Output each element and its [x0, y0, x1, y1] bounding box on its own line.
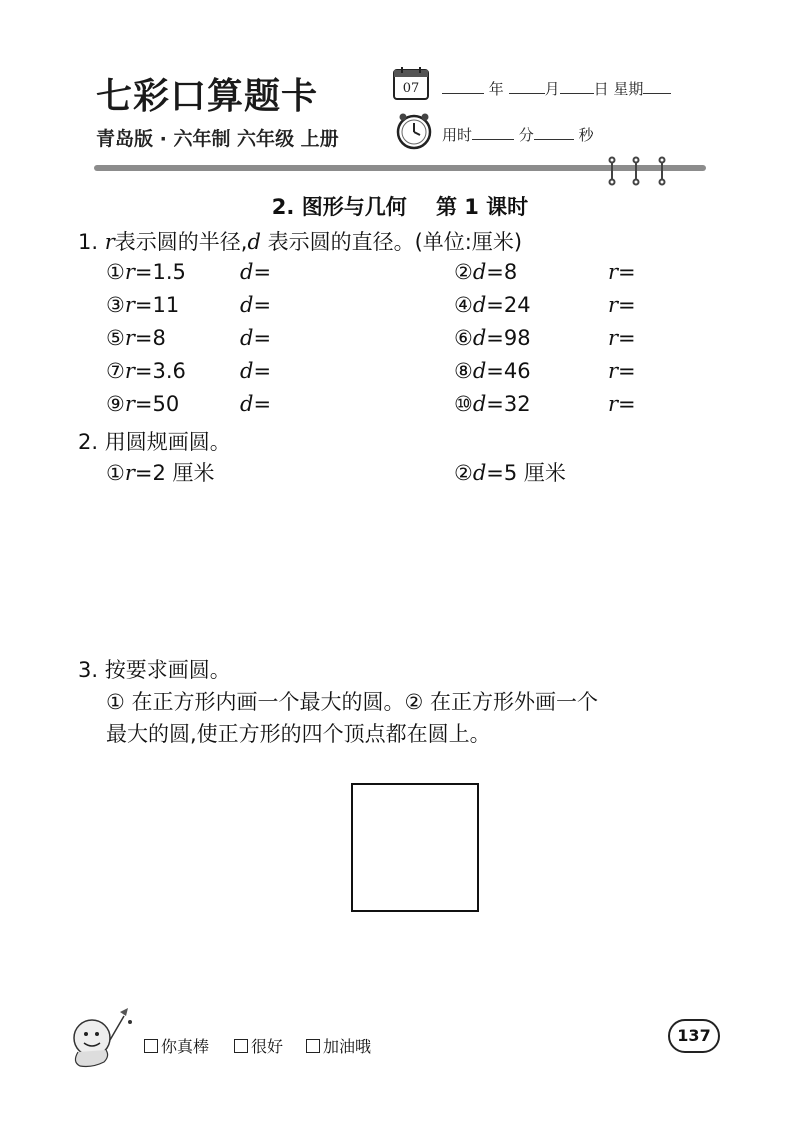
checkbox-icon: [234, 1039, 248, 1053]
question-text-a: 表示圆的半径,: [114, 230, 248, 254]
q1-answer-left-2[interactable]: [240, 293, 271, 317]
question-number: 1.: [78, 230, 99, 254]
week-label: 星期: [613, 80, 644, 98]
q1-item-right-4[interactable]: [454, 359, 531, 383]
q2-item-1[interactable]: [106, 457, 215, 487]
q1-item-left-4[interactable]: [106, 359, 186, 383]
q1-answer-left-5[interactable]: [240, 392, 271, 416]
item-number: ⑧: [454, 359, 473, 383]
ask-var: r: [608, 260, 619, 284]
ask-var: d: [240, 260, 254, 284]
var-r: r: [104, 230, 115, 254]
q3-instruction-line-2: 最大的圆,使正方形的四个顶点都在圆上。: [106, 722, 491, 746]
checkbox-icon: [144, 1039, 158, 1053]
var-d: d: [247, 230, 261, 254]
month-label: 月: [544, 80, 560, 98]
given-value: =5 厘米: [486, 461, 566, 485]
given-value: =50: [134, 392, 180, 416]
item-number: ②: [454, 461, 473, 485]
ask-eq: =: [253, 293, 272, 317]
given-var: r: [124, 293, 135, 317]
time-line: [442, 124, 594, 145]
ask-eq: =: [618, 359, 636, 383]
question-text: 按要求画圆。: [104, 658, 231, 682]
question-3: [78, 654, 231, 684]
given-value: =2 厘米: [134, 461, 215, 485]
rating-option-1[interactable]: [144, 1034, 209, 1057]
given-var: d: [472, 392, 487, 416]
binder-pins-icon: [604, 156, 674, 186]
q1-item-left-1[interactable]: [106, 260, 186, 284]
year-blank[interactable]: [442, 79, 484, 94]
item-number: ⑤: [106, 326, 125, 350]
given-var: r: [124, 359, 135, 383]
question-text-b: 表示圆的直径。(单位:厘米): [267, 230, 523, 254]
ask-eq: =: [618, 260, 636, 284]
given-var: r: [124, 461, 135, 485]
given-value: =8: [486, 260, 518, 284]
brand-title: 七彩口算题卡: [96, 76, 319, 117]
item-number: ③: [106, 293, 125, 317]
item-number: ⑨: [106, 392, 125, 416]
q1-item-right-5[interactable]: [454, 392, 531, 416]
day-label: 日: [593, 80, 609, 98]
question-number: 2.: [78, 430, 99, 454]
given-value: =1.5: [134, 260, 186, 284]
ask-eq: =: [253, 392, 272, 416]
q1-item-right-3[interactable]: [454, 326, 531, 350]
ask-eq: =: [253, 326, 272, 350]
ask-var: r: [608, 293, 619, 317]
given-var: d: [472, 260, 487, 284]
rating-label: 你真棒: [161, 1037, 210, 1056]
question-text: 用圆规画圆。: [104, 430, 231, 454]
ask-eq: =: [253, 260, 272, 284]
ask-var: r: [608, 392, 619, 416]
mascot-icon: [66, 1004, 134, 1070]
question-1: [78, 226, 522, 256]
rating-option-3[interactable]: [306, 1034, 371, 1057]
year-label: 年: [488, 80, 504, 98]
checkbox-icon: [306, 1039, 320, 1053]
given-value: =24: [486, 293, 531, 317]
question-2: [78, 426, 231, 456]
drawing-square[interactable]: [351, 783, 479, 912]
q1-answer-right-4[interactable]: [608, 359, 636, 383]
q1-answer-right-5[interactable]: [608, 392, 636, 416]
given-var: r: [124, 260, 135, 284]
ask-eq: =: [618, 293, 636, 317]
q1-item-right-1[interactable]: [454, 260, 517, 284]
q1-item-left-3[interactable]: [106, 326, 166, 350]
q1-answer-left-3[interactable]: [240, 326, 271, 350]
question-number: 3.: [78, 658, 99, 682]
page-number: 137: [668, 1019, 720, 1053]
day-blank[interactable]: [560, 79, 594, 94]
given-value: =11: [134, 293, 180, 317]
rating-label: 很好: [251, 1037, 284, 1056]
month-blank[interactable]: [509, 79, 545, 94]
week-blank[interactable]: [643, 79, 671, 94]
item-number: ⑩: [454, 392, 473, 416]
item-number: ②: [454, 260, 473, 284]
ask-eq: =: [253, 359, 272, 383]
ask-eq: =: [618, 326, 636, 350]
given-var: r: [124, 392, 135, 416]
q1-answer-left-4[interactable]: [240, 359, 271, 383]
given-var: r: [124, 326, 135, 350]
minute-blank[interactable]: [472, 125, 514, 140]
q1-answer-right-3[interactable]: [608, 326, 636, 350]
rating-label: 加油哦: [323, 1037, 372, 1056]
q3-instruction-line-1: ① 在正方形内画一个最大的圆。② 在正方形外画一个: [106, 690, 599, 714]
date-line: [442, 78, 671, 99]
ask-var: d: [240, 359, 254, 383]
calendar-icon: [393, 66, 429, 100]
ask-var: d: [240, 293, 254, 317]
minute-label: 分: [518, 126, 534, 144]
q1-answer-right-2[interactable]: [608, 293, 636, 317]
ask-var: d: [240, 326, 254, 350]
q2-item-2[interactable]: [454, 457, 566, 487]
rating-option-2[interactable]: [234, 1034, 283, 1057]
given-value: =32: [486, 392, 531, 416]
ask-eq: =: [618, 392, 636, 416]
item-number: ①: [106, 260, 125, 284]
clock-icon: [395, 112, 433, 150]
item-number: ⑦: [106, 359, 125, 383]
given-var: d: [472, 293, 487, 317]
ask-var: r: [608, 359, 619, 383]
ask-var: d: [240, 392, 254, 416]
given-value: =98: [486, 326, 531, 350]
given-var: d: [472, 326, 487, 350]
ask-var: r: [608, 326, 619, 350]
item-number: ①: [106, 461, 125, 485]
calendar-number: 07: [402, 81, 420, 96]
section-title: 2. 图形与几何 第 1 课时: [271, 195, 529, 219]
given-var: d: [472, 359, 487, 383]
given-value: =8: [134, 326, 166, 350]
q1-item-left-5[interactable]: [106, 392, 179, 416]
item-number: ⑥: [454, 326, 473, 350]
time-prefix: 用时: [442, 126, 473, 144]
item-number: ④: [454, 293, 473, 317]
given-value: =3.6: [134, 359, 186, 383]
q1-item-left-2[interactable]: [106, 293, 179, 317]
q1-item-right-2[interactable]: [454, 293, 531, 317]
second-label: 秒: [578, 126, 594, 144]
q1-answer-left-1[interactable]: [240, 260, 271, 284]
given-value: =46: [486, 359, 531, 383]
second-blank[interactable]: [534, 125, 574, 140]
given-var: d: [472, 461, 487, 485]
brand-subtitle: 青岛版 · 六年制 六年级 上册: [96, 128, 339, 150]
q1-answer-right-1[interactable]: [608, 260, 636, 284]
